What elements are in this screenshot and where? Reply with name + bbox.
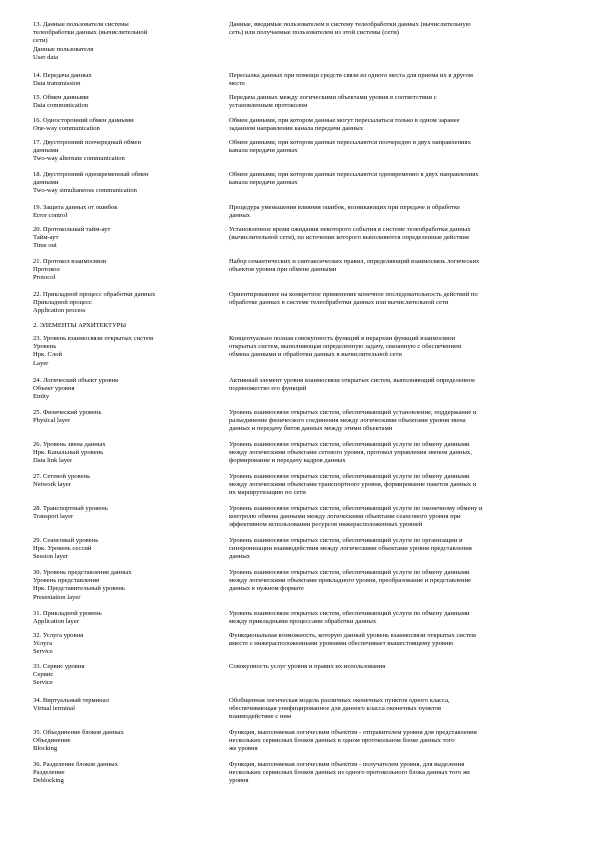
- term-definition: [229, 171, 569, 196]
- term-title-cont: телеобработки данных (вычислительной: [33, 29, 148, 37]
- term-definition: [229, 409, 569, 434]
- term-title: 15. Обмен данными: [33, 94, 89, 101]
- term-definition: [229, 204, 569, 220]
- term-definition: [229, 117, 569, 133]
- term-english: Data transmission: [33, 80, 81, 88]
- term-entry-35: [33, 729, 573, 754]
- term-synonym: Объединение: [33, 737, 71, 745]
- definition-line: сеть) или получаемые пользователем из этой системы (сети): [229, 29, 399, 37]
- definition-line: Активный элемент уровня взаимосвязи открытых систем, выполняющий определенное: [229, 377, 476, 384]
- term-name-column: [33, 409, 229, 434]
- term-english: Error control: [33, 212, 68, 220]
- term-entry-13: [33, 21, 573, 62]
- term-name-column: [33, 505, 229, 530]
- term-deprecated: Нрк. Представительный уровень: [33, 585, 125, 593]
- term-title: 36. Разделение блоков данных: [33, 761, 118, 768]
- term-english: Virtual terminal: [33, 705, 75, 713]
- term-title: 25. Физический уровень: [33, 409, 102, 416]
- definition-line: месте: [229, 80, 245, 88]
- term-deprecated: Нрк. Канальный уровень: [33, 449, 104, 457]
- term-definition: [229, 761, 569, 786]
- definition-line: данных и передачу битов данных между этими объектами: [229, 425, 393, 433]
- section-title: 2. ЭЛЕМЕНТЫ АРХИТЕКТУРЫ: [33, 322, 127, 329]
- definition-line: Функция, выполняемая логическим объектом - отправителем уровня для представления: [229, 729, 477, 736]
- term-name-column: [33, 441, 229, 466]
- term-name-column: [33, 610, 229, 626]
- term-entry-25: [33, 409, 573, 434]
- term-english: Protocol: [33, 274, 56, 282]
- term-name-column: [33, 729, 229, 754]
- definition-line: синхронизации взаимодействия между логическими объектами уровня представления: [229, 545, 472, 553]
- term-english: Two-way alternate communication: [33, 155, 125, 163]
- term-title: 28. Транспортный уровень: [33, 505, 108, 512]
- term-english: Time out: [33, 242, 57, 250]
- definition-line: обеспечивающая унифицированное для данного класса оконечных пунктов: [229, 705, 442, 713]
- term-title: 33. Сервис уровня: [33, 663, 85, 670]
- term-entry-34: [33, 697, 573, 722]
- term-entry-17: [33, 139, 573, 164]
- term-synonym: Протокол: [33, 266, 60, 274]
- definition-line: Уровень взаимосвязи открытых систем, обеспечивающий услуги по организации и: [229, 537, 463, 544]
- term-name-column: [33, 226, 229, 251]
- definition-line: Уровень взаимосвязи открытых систем, обеспечивающий услуги по обмену данными: [229, 441, 470, 448]
- definition-line: обмена данными и обработки данных в вычислительной сети: [229, 351, 402, 359]
- term-definition: [229, 291, 569, 316]
- term-definition: [229, 441, 569, 466]
- definition-line: обработке данных в системе телеобработки данных или вычислительной сети: [229, 299, 449, 307]
- definition-line: уровня: [229, 777, 249, 785]
- definition-line: Уровень взаимосвязи открытых систем, обеспечивающий услуги по обмену данными: [229, 569, 470, 576]
- term-english: Data communication: [33, 102, 89, 110]
- term-name-column: [33, 377, 229, 402]
- term-definition: [229, 226, 569, 251]
- definition-line: объектов уровня при обмене данными: [229, 266, 337, 274]
- definition-line: Обобщенная логическая модель различных оконечных пунктов одного класса,: [229, 697, 450, 704]
- term-name-column: [33, 139, 229, 164]
- term-english: One-way communication: [33, 125, 100, 133]
- definition-line: Концептуально полная совокупность функций в иерархии функций взаимосвязи: [229, 335, 456, 342]
- term-entry-18: [33, 171, 573, 196]
- term-title: 31. Прикладной уровень: [33, 610, 102, 617]
- definition-line: канала передачи данных: [229, 179, 298, 187]
- term-entry-30: [33, 569, 573, 602]
- term-entry-27: [33, 473, 573, 498]
- term-entry-32: [33, 632, 573, 657]
- term-name-column: [33, 21, 229, 62]
- term-synonym: Объект уровня: [33, 385, 75, 393]
- definition-line: Обмен данными, при котором данные пересылаются поочередно в двух направлениях: [229, 139, 471, 146]
- term-synonym: Услуга: [33, 640, 53, 648]
- definition-line: подмножество его функций: [229, 385, 307, 393]
- term-english: Application process: [33, 307, 86, 315]
- term-title: 20. Протокольный тайм-аут: [33, 226, 111, 233]
- definition-line: между прикладными процессами обработки данных: [229, 618, 377, 626]
- term-name-column: [33, 663, 229, 688]
- definition-line: Обмен данными, при котором данные пересылаются одновременно в двух направлениях: [229, 171, 479, 178]
- term-definition: [229, 473, 569, 498]
- definition-line: Ориентированное на конкретное применение конечное последовательность действий по: [229, 291, 478, 298]
- term-name-column: [33, 258, 229, 283]
- term-entry-19: [33, 204, 573, 220]
- term-title-cont: данными: [33, 147, 59, 155]
- term-synonym: Разделение: [33, 769, 65, 777]
- term-english: Two-way simultaneous communication: [33, 187, 137, 195]
- definition-line: Уровень взаимосвязи открытых систем, обеспечивающий услуги по обмену данными: [229, 473, 470, 480]
- definition-line: Уровень взаимосвязи открытых систем, обеспечивающий установление, поддержание и: [229, 409, 477, 416]
- definition-line: канала передачи данных: [229, 147, 298, 155]
- definition-line: между логическими объектами сетевого уровня, протокол управления звеном данных,: [229, 449, 472, 457]
- term-english: Service: [33, 648, 53, 656]
- definition-line: открытых систем, выполняющая определенную задачу, связанную с обеспечением: [229, 343, 462, 351]
- term-synonym: Данные пользователя: [33, 45, 94, 53]
- definition-line: Установленное время ожидания некоторого события в системе телеобработки данных: [229, 226, 471, 233]
- term-name-column: [33, 335, 229, 368]
- term-definition: [229, 335, 569, 368]
- term-entry-22: [33, 291, 573, 316]
- term-synonym: Тайм-аут: [33, 234, 59, 242]
- definition-line: данных в нужном формате: [229, 585, 304, 593]
- definition-line: эффективном использовании ресурсов нижерасположенных уровней: [229, 521, 423, 529]
- definition-line: Набор семантических и синтаксических правил, определяющий взаимосвязь логических: [229, 258, 480, 265]
- term-synonym: Прикладной процесс: [33, 299, 92, 307]
- term-title: 34. Виртуальный терминал: [33, 697, 109, 704]
- term-name-column: [33, 291, 229, 316]
- term-definition: [229, 505, 569, 530]
- term-english: Session layer: [33, 553, 68, 561]
- section-heading-text-wrap: [33, 322, 229, 330]
- term-definition: [229, 729, 569, 754]
- term-definition: [229, 377, 569, 402]
- term-definition: [229, 632, 569, 657]
- term-entry-24: [33, 377, 573, 402]
- term-entry-26: [33, 441, 573, 466]
- term-title: 29. Сеансовый уровень: [33, 537, 99, 544]
- term-english: Application layer: [33, 618, 79, 626]
- term-title: 22. Прикладной процесс обработки данных: [33, 291, 156, 298]
- term-definition: [229, 663, 569, 688]
- term-synonym: Сервис: [33, 671, 54, 679]
- term-entry-21: [33, 258, 573, 283]
- term-synonym: Уровень представления: [33, 577, 100, 585]
- term-definition: [229, 569, 569, 602]
- term-english: Layer: [33, 359, 49, 367]
- term-name-column: [33, 569, 229, 602]
- term-entry-23: [33, 335, 573, 368]
- definition-line: Совокупность услуг уровня и правил их использования: [229, 663, 386, 670]
- definition-line: же уровня: [229, 745, 258, 753]
- term-definition: [229, 697, 569, 722]
- definition-line: взаимодействие с ним: [229, 713, 292, 721]
- definition-line: Функция, выполняемая логическим объектом - получателем уровня, для выделения: [229, 761, 465, 768]
- term-english: Presentation layer: [33, 593, 81, 601]
- definition-line: Передача данных между логическими объектами уровня в соответствии с: [229, 94, 437, 101]
- definition-line: Пересылка данных при помощи средств связи из одного места для приема их в другом: [229, 72, 473, 79]
- term-english: Physical layer: [33, 417, 71, 425]
- definition-line: между логическими объектами транспортного уровня, формирование пакетов данных и: [229, 481, 477, 489]
- term-definition: [229, 21, 569, 62]
- definition-line: нескольких сервисных блоков данных в одном протокольном блоке данных того: [229, 737, 455, 745]
- term-entry-31: [33, 610, 573, 626]
- term-english: Blocking: [33, 745, 58, 753]
- definition-line: формирование и передачу кадров данных: [229, 457, 346, 465]
- definition-line: данных: [229, 212, 251, 220]
- term-name-column: [33, 72, 229, 88]
- term-title: 16. Односторонний обмен данными: [33, 117, 134, 124]
- term-title: 30. Уровень представления данных: [33, 569, 132, 576]
- term-entry-15: [33, 94, 573, 110]
- term-english: Network layer: [33, 481, 71, 489]
- term-name-column: [33, 473, 229, 498]
- term-deprecated: Нрк. Уровень сессий: [33, 545, 92, 553]
- term-name-column: [33, 697, 229, 722]
- term-entry-20: [33, 226, 573, 251]
- term-definition: [229, 258, 569, 283]
- definition-line: Уровень взаимосвязи открытых систем, обеспечивающий услуги по обмену данными: [229, 610, 470, 617]
- term-title: 21. Протокол взаимосвязи: [33, 258, 107, 265]
- term-name-column: [33, 94, 229, 110]
- term-name-column: [33, 204, 229, 220]
- term-definition: [229, 72, 569, 88]
- definition-line: между логическими объектами прикладного уровня, преобразование и представление: [229, 577, 471, 585]
- term-title: 27. Сетевой уровень: [33, 473, 91, 480]
- term-entry-28: [33, 505, 573, 530]
- term-title-cont: сети): [33, 37, 48, 45]
- term-entry-29: [33, 537, 573, 562]
- term-name-column: [33, 117, 229, 133]
- definition-line: разъединение физического соединения между логическими объектами уровня звена: [229, 417, 466, 425]
- definition-line: нескольких сервисных блоков данных из одного протокольного блока данных того же: [229, 769, 471, 777]
- term-entry-36: [33, 761, 573, 786]
- term-name-column: [33, 632, 229, 657]
- term-definition: [229, 139, 569, 164]
- term-english: Data link layer: [33, 457, 73, 465]
- term-name-column: [33, 537, 229, 562]
- term-name-column: [33, 171, 229, 196]
- definition-line: данных: [229, 553, 251, 561]
- term-title: 35. Объединение блоков данных: [33, 729, 124, 736]
- definition-line: Данные, вводимые пользователем в систему телеобработки данных (вычислительную: [229, 21, 471, 28]
- term-title: 23. Уровень взаимосвязи открытых систем: [33, 335, 153, 342]
- definition-line: установленным протоколом: [229, 102, 308, 110]
- term-entry-16: [33, 117, 573, 133]
- definition-line: (вычислительной сети), по истечении которого выполняются определенные действия: [229, 234, 469, 242]
- term-english: Entity: [33, 393, 50, 401]
- term-entry-14: [33, 72, 573, 88]
- term-title: 17. Двусторонний поочередный обмен: [33, 139, 142, 146]
- section-heading: [33, 322, 573, 330]
- term-title: 14. Передача данных: [33, 72, 92, 79]
- definition-line: Функциональная возможность, которую данный уровень взаимосвязи открытых систем: [229, 632, 476, 639]
- term-title: 19. Защита данных от ошибок: [33, 204, 118, 211]
- definition-line: Уровень взаимосвязи открытых систем, обеспечивающий услуги по оконечному обмену и: [229, 505, 483, 512]
- definition-line: Процедура уменьшения влияния ошибок, возникающих при передаче и обработке: [229, 204, 461, 211]
- term-english: User data: [33, 53, 59, 61]
- term-synonym: Уровень: [33, 343, 57, 351]
- definition-line: вместе с нижерасположенными уровнями обеспечивает вышестоящему уровню: [229, 640, 454, 648]
- term-definition: [229, 94, 569, 110]
- term-english: Transport layer: [33, 513, 74, 521]
- definition-line: контролю обмена данными между логическими объектами сеансового уровня при: [229, 513, 461, 521]
- term-title: 26. Уровень звена данных: [33, 441, 106, 448]
- term-deprecated: Нрк. Слой: [33, 351, 63, 359]
- term-name-column: [33, 761, 229, 786]
- term-title-cont: данными: [33, 179, 59, 187]
- definition-line: их маршрутизацию по сети: [229, 489, 306, 497]
- term-entry-33: [33, 663, 573, 688]
- term-definition: [229, 537, 569, 562]
- term-title: 18. Двусторонний одновременный обмен: [33, 171, 149, 178]
- term-english: Service: [33, 679, 53, 687]
- term-title: 24. Логический объект уровня: [33, 377, 119, 384]
- definition-line: заданном направлении канала передачи данных: [229, 125, 364, 133]
- term-english: Deblocking: [33, 777, 64, 785]
- term-definition: [229, 610, 569, 626]
- term-title: 32. Услуга уровня: [33, 632, 84, 639]
- term-title: 13. Данные пользователя системы: [33, 21, 129, 28]
- definition-line: Обмен данными, при котором данные могут пересылаться только в одном заранее: [229, 117, 460, 124]
